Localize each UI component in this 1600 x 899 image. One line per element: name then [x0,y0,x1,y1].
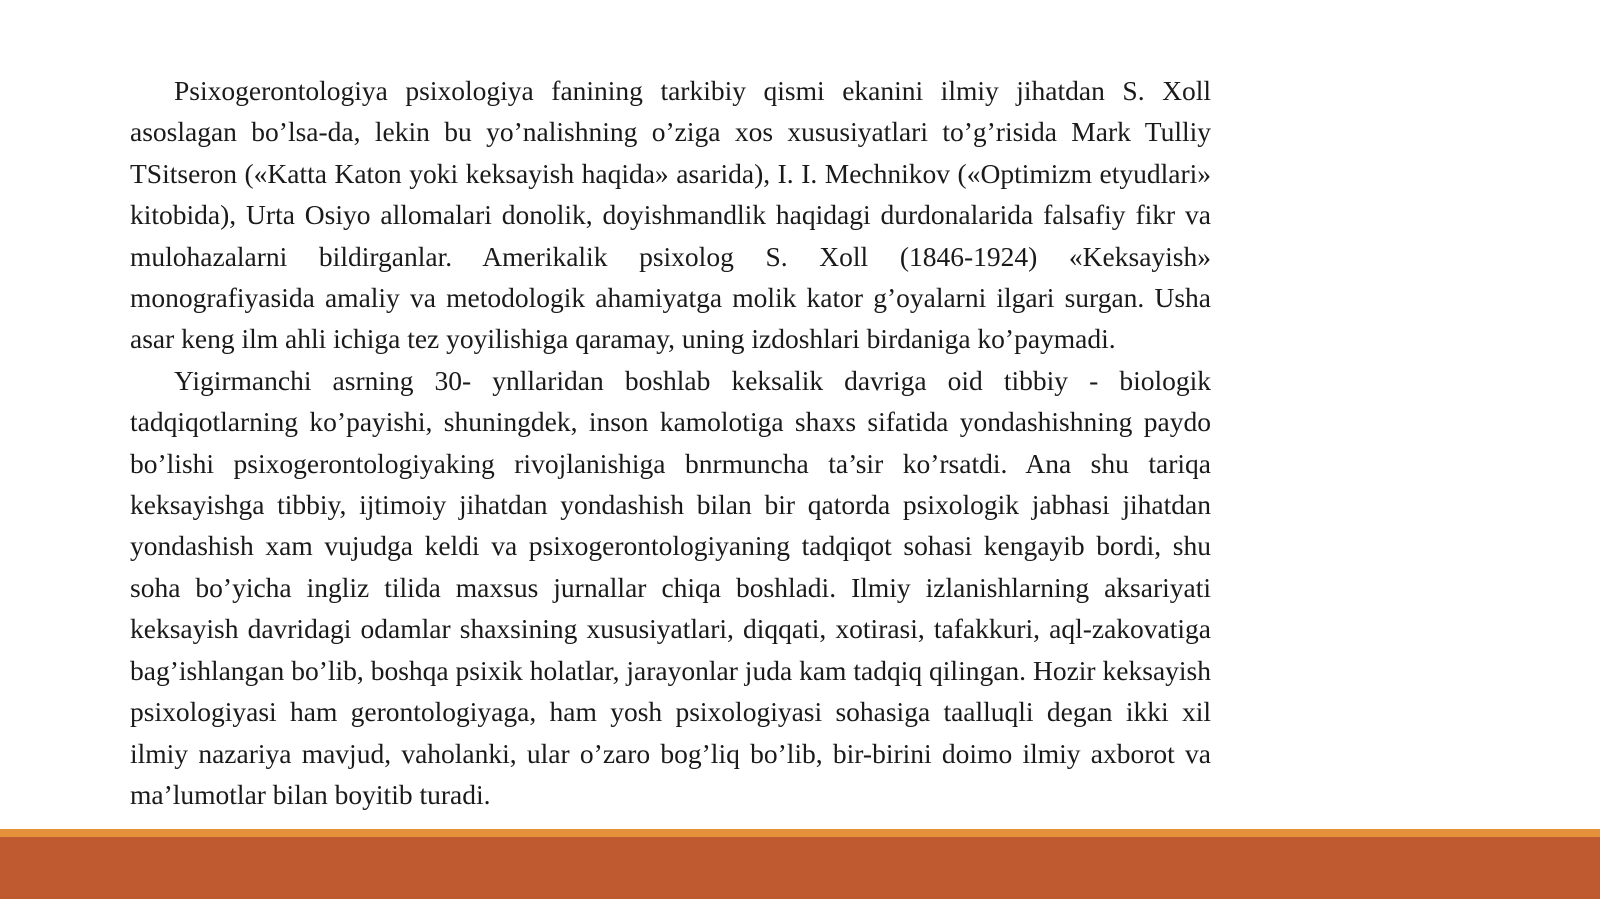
footer-decorative-bar [0,829,1600,899]
slide-body-text [130,70,1211,815]
paragraph-1: Psixogerontologiya psixologiya fanining tarkibiy qismi ekanini ilmiy jihatdan S. Xoll asoslagan bo’lsa-da, lekin bu yo’nalishning o’ziga xos xususiyatlari to’g’risida Mark Tulliy TSitseron («Katta Katon yoki keksayish haqida» asarida), I. I. Mechnikov («Optimizm etyudlari» kitobida), Urta Osiyo allomalari donolik, doyishmandlik haqidagi durdonalarida falsafiy fikr va mulohazalarni bildirganlar. Amerikalik psixolog S. Xoll (1846-1924) «Keksayish» monografiyasida amaliy va metodologik ahamiyatga molik kator g’oyalarni ilgari surgan. Usha asar keng ilm ahli ichiga tez yoyilishiga qaramay, uning izdoshlari birdaniga ko’paymadi. [130,75,1211,355]
paragraph-2: Yigirmanchi asrning 30- ynllaridan boshlab keksalik davriga oid tibbiy - biologik tadqiqotlarning ko’payishi, shuningdek, inson kamolotiga shaxs sifatida yondashishning paydo bo’lishi psixogerontologiyaking rivojlanishiga bnrmuncha ta’sir ko’rsatdi. Ana shu tariqa keksayishga tibbiy, ijtimoiy jihatdan yondashish bilan bir qatorda psixologik jabhasi jihatdan yondashish xam vujudga keldi va psixogerontologiyaning tadqiqot sohasi kengayib bordi, shu soha bo’yicha ingliz tilida maxsus jurnallar chiqa boshladi. Ilmiy izlanishlarning aksariyati keksayish davridagi odamlar shaxsining xususiyatlari, diqqati, xotirasi, tafakkuri, aql-zakovatiga bag’ishlangan bo’lib, boshqa psixik holatlar, jarayonlar juda kam tadqiq qilingan. Hozir keksayish psixologiyasi ham gerontologiyaga, ham yosh psixologiyasi sohasiga taalluqli degan ikki xil ilmiy nazariya mavjud, vaholanki, ular o’zaro bog’liq bo’lib, bir-birini doimo ilmiy axborot va ma’lumotlar bilan boyitib turadi. [130,364,1211,810]
